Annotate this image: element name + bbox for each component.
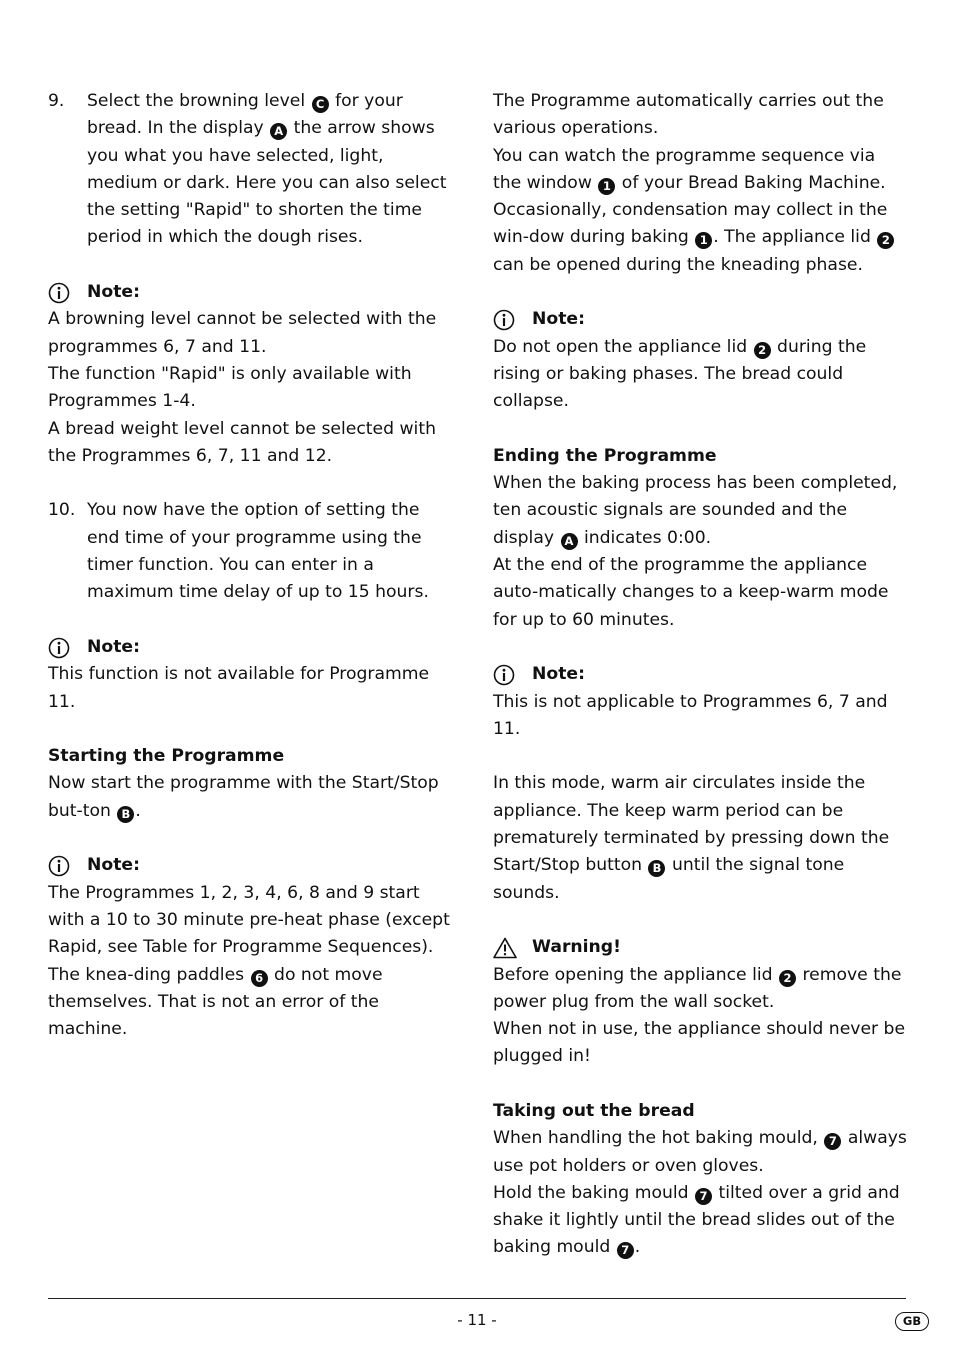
text-part: The Programmes 1, 2, 3, 4, 6, 8 and 9 start with a 10 to 30 minute pre-heat phase (except Rapid, see Table for Programme Sequences). The knea-ding paddles (48, 882, 450, 985)
note-text: A browning level cannot be selected with the programmes 6, 7 and 11. (48, 309, 437, 357)
section-text (493, 1180, 908, 1262)
step-number: 9. (48, 91, 65, 111)
text-part: tilted over a grid and shake it lightly until the bread slides out of the baking mould (493, 1182, 900, 1258)
info-circle-icon (48, 637, 76, 659)
info-circle-icon (493, 309, 521, 331)
step-text (87, 88, 453, 252)
text-part: can be opened during the kneading phase. (493, 254, 863, 275)
note-heading (48, 852, 453, 879)
intro-section (493, 88, 908, 279)
note-heading-text: Note: (532, 309, 585, 330)
warning-block (493, 934, 908, 1070)
badge-2: 2 (779, 970, 796, 987)
step-9 (48, 88, 453, 252)
text-part: When the baking process has been completed, ten acoustic signals are sounded and the display (493, 473, 898, 548)
note-text: A bread weight level cannot be selected with the Programmes 6, 7, 11 and 12. (48, 418, 436, 466)
starting-section (48, 743, 453, 825)
keepwarm-section (493, 770, 908, 906)
note-heading (48, 279, 453, 306)
note-text: This function is not available for Programme 11. (48, 664, 430, 712)
note-heading (48, 634, 453, 661)
badge-2: 2 (877, 232, 894, 249)
badge-6: 6 (251, 970, 268, 987)
section-heading: Taking out the bread (493, 1100, 695, 1121)
note-heading-text: Note: (87, 636, 140, 657)
text-part: until the signal tone sounds. (493, 855, 845, 903)
note-text (493, 334, 908, 416)
step-number: 10. (48, 500, 76, 521)
warning-heading (493, 934, 908, 961)
right-column (493, 88, 908, 1262)
note-heading (493, 306, 908, 333)
warning-text (493, 962, 908, 1017)
section-heading: Ending the Programme (493, 445, 717, 466)
note-block (48, 279, 453, 470)
text-part: You can watch the programme sequence via the window (493, 145, 876, 193)
intro-text (493, 143, 908, 279)
text-part: . (135, 800, 141, 821)
note-text: This is not applicable to Programmes 6, 7 and 11. (493, 691, 888, 739)
text-part: When handling the hot baking mould, (493, 1128, 824, 1149)
info-circle-icon (493, 664, 521, 686)
badge-1: 1 (598, 178, 615, 195)
text-part: for your bread. In the display (87, 91, 403, 139)
text-part: Before opening the appliance lid (493, 964, 779, 985)
text-part: of your Bread Baking Machine. Occasionally, condensation may collect in the win-dow during baking (493, 172, 888, 248)
page-number: - 11 - (457, 1311, 497, 1329)
badge-7: 7 (824, 1133, 841, 1150)
text-part: indicates 0:00. (578, 527, 712, 548)
text-part: . The appliance lid (713, 227, 877, 248)
section-text (48, 770, 453, 825)
note-heading-text: Note: (532, 664, 585, 685)
badge-7: 7 (617, 1242, 634, 1259)
badge-7: 7 (695, 1188, 712, 1205)
text-part: Hold the baking mould (493, 1182, 694, 1203)
badge-a: A (270, 123, 287, 140)
note-block (493, 661, 908, 743)
section-text (493, 1125, 908, 1180)
warning-triangle-icon (493, 937, 521, 959)
text-part: . (634, 1237, 641, 1258)
badge-b: B (117, 806, 134, 823)
text-part: Do not open the appliance lid (493, 336, 753, 357)
note-heading-text: Note: (87, 282, 140, 303)
section-text (493, 470, 908, 552)
left-column (48, 88, 453, 1043)
text-part: Now start the programme with the Start/Stop but-ton (48, 773, 439, 821)
ending-section (493, 443, 908, 634)
badge-1: 1 (695, 232, 712, 249)
note-text: The function "Rapid" is only available with Programmes 1-4. (48, 363, 412, 412)
intro-text: The Programme automatically carries out the various operations. (493, 91, 884, 139)
language-badge: GB (895, 1312, 929, 1331)
taking-section (493, 1098, 908, 1262)
warning-text: When not in use, the appliance should never be plugged in! (493, 1019, 906, 1067)
note-block (48, 634, 453, 716)
section-text (493, 770, 908, 906)
footer-divider (48, 1298, 906, 1299)
note-heading (493, 661, 908, 688)
badge-b: B (648, 860, 665, 877)
note-block (493, 306, 908, 415)
badge-a: A (561, 533, 578, 550)
info-circle-icon (48, 282, 76, 304)
note-text (48, 880, 453, 1044)
step-text: You now have the option of setting the end time of your programme using the timer function. You can enter in a maximum time delay of up to 15 hours. (87, 500, 429, 603)
badge-2: 2 (754, 342, 771, 359)
section-heading: Starting the Programme (48, 746, 285, 767)
warning-heading-text: Warning! (532, 937, 621, 958)
step-10 (48, 497, 453, 606)
text-part: during the rising or baking phases. The bread could collapse. (493, 336, 867, 412)
badge-c: C (312, 96, 329, 113)
note-block (48, 852, 453, 1043)
text-part: Select the browning level (87, 91, 311, 111)
text-part: In this mode, warm air circulates inside the appliance. The keep warm period can be prematurely terminated by pressing down the Start/Stop button (493, 773, 890, 876)
info-circle-icon (48, 855, 76, 877)
note-heading-text: Note: (87, 855, 140, 876)
text-part: remove the power plug from the wall socket. (493, 964, 902, 1012)
text-part: always use pot holders or oven gloves. (493, 1128, 907, 1176)
text-part: the arrow shows you what you have selected, light, medium or dark. Here you can also select the setting "Rapid" to shorten the time period in which the dough rises. (87, 118, 447, 248)
text-part: do not move themselves. That is not an error of the machine. (48, 964, 383, 1040)
section-text: At the end of the programme the appliance auto-matically changes to a keep-warm mode for up to 60 minutes. (493, 555, 889, 630)
